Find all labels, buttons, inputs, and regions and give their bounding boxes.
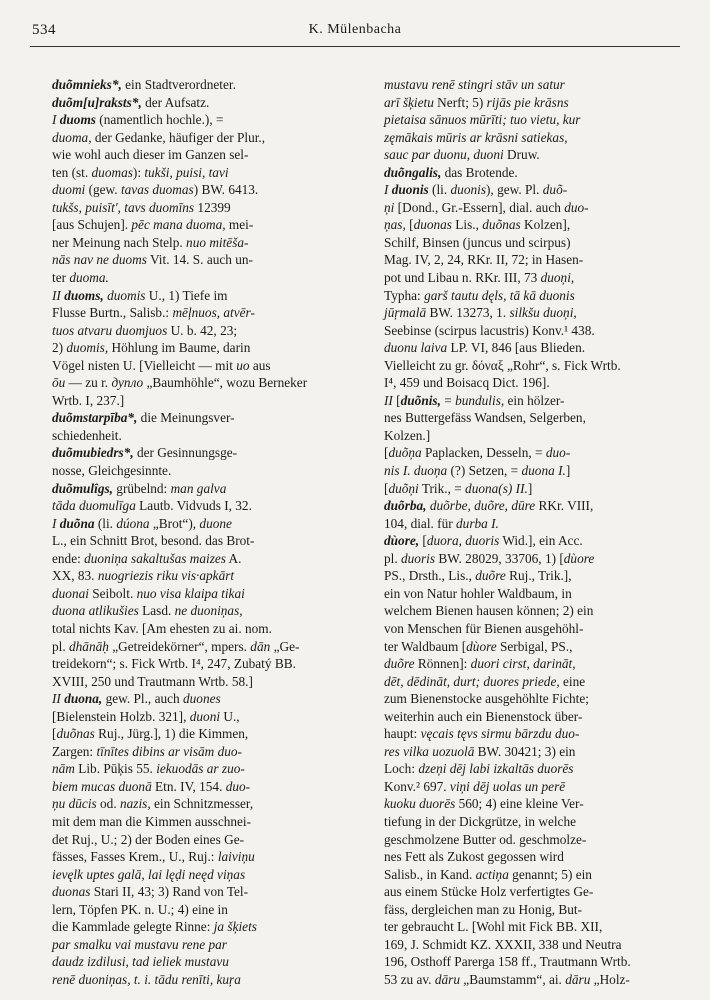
dictionary-entry: mustavu renē stingri stāv un satur arī šķietu Nerft; 5) rijās pie krāsns pietaisa sānuos mūrīti; tuo vietu, kur zęmākais mūris ar krāsni satiekas, sauc par duonu, duoni Druw. xyxy=(384,77,581,163)
dictionary-entry: duõmstarpība*, die Meinungsver- schiedenheit. xyxy=(52,410,235,443)
dictionary-entry: I duõna (li. dúona „Brot“), duone L., ein Schnitt Brot, besond. das Brot- ende: duoniņa sakaltušas maizes A. XX, 83. nuogriezis riku vis·apkārt duonai Seibolt. nuo visa klaipa tikai duona atlikušies Lasd. ne duoniņas, total nichts Kav. [Am ehesten zu ai. nom. pl. dhānāḥ „Getreidekörner“, mpers. dān „Ge- treidekorn“; s. Fick Wrtb. I⁴, 247, Zubatý BB. XVIII, 250 und Trautmann Wrtb. 58.] xyxy=(52,515,300,689)
running-head: K. Mülenbacha xyxy=(308,22,402,37)
dictionary-entry: duõmubiedrs*, der Gesinnungsge- nosse, Gleichgesinnte. xyxy=(52,445,238,479)
page-number: 534 xyxy=(32,22,56,38)
right-column xyxy=(368,76,684,988)
left-column xyxy=(36,76,352,988)
dictionary-entry: [duõņa Paplacken, Desseln, = duo- nis I. duoņa (?) Setzen, = duona I.] xyxy=(384,445,571,479)
dictionary-entry: II [duõnis, = bundulis, ein hölzer- nes Buttergefäss Wandsen, Selgerben, Kolzen.] xyxy=(384,392,586,443)
page-header xyxy=(30,20,680,44)
header-rule xyxy=(30,46,680,47)
dictionary-entry: II duoms, duomis U., 1) Tiefe im Flusse Burtn., Salisb.: mēļnuos, atvēr- tuos atvaru duomjuos U. b. 42, 23; 2) duomis, Höhlung im Baume, darin Vögel nisten U. [Vielleicht — mit uo aus ōu — zu r. дупло „Baumhöhle“, wozu Berneker Wrtb. I, 237.] xyxy=(52,287,308,408)
dictionary-entry: I duonis (li. duonis), gew. Pl. duõ- ņi [Dond., Gr.-Essern], dial. auch duo- ņas, [duonas Lis., duõnas Kolzen], Schilf, Binsen (juncus und scirpus) Mag. IV, 2, 24, RKr. II, 72; in Hasen- pot und Libau n. RKr. III, 73 duoņi, Typha: garš tautu dęls, tā kā duonis jūŗmalā BW. 13273, 1. silkšu duoņi, Seebinse (scirpus lacustris) Konv.¹ 438. duonu laiva LP. VI, 846 [aus Blieden. Vielleicht zu gr. δόναξ „Rohr“, s. Fick Wrtb. I⁴, 459 und Boisacq Dict. 196]. xyxy=(384,182,621,391)
dictionary-entry: duõngalis, das Brotende. xyxy=(384,164,518,180)
dictionary-entry: dùore, [duora, duoris Wid.], ein Acc. pl. duoris BW. 28029, 33706, 1) [dùore PS., Drsth., Lis., duõre Ruj., Trik.], ein von Natur hohler Waldbaum, in welchem Bienen hausen können; 2) ein von Menschen für Bienen ausgehöhl- ter Waldbaum [dùore Serbigal, PS., duõre Rönnen]: duori cirst, darināt, dēt, dēdināt, durt; duores priede, eine zum Bienenstocke ausgehöhlte Fichte; weiterhin auch ein Bienenstock über- haupt: vęcais tęvs sirmu bārzdu duo- res vilka uozuolā BW. 30421; 3) ein Loch: dzeņi dēj labi izkaltās duorēs Konv.² 697. viņi dēj uolas un perē kuoku duorēs 560; 4) eine kleine Ver- tiefung in der Dickgrütze, in welche geschmolzene Butter od. geschmolze- nes Fett als Zukost gegossen wird Salisb., in Kand. actiņa genannt; 5) ein aus einem Stücke Holz verfertigtes Ge- fäss, dergleichen man zu Honig, But- ter gebraucht L. [Wohl mit Fick BB. XII, 169, J. Schmidt KZ. XXXII, 338 und Neutra 196, Osthoff Parerga 158 ff., Trautmann Wrtb. 53 zu av. dāru „Baumstamm“, ai. dāru „Holz- xyxy=(384,533,631,987)
dictionary-entry: II duona, gew. Pl., auch duones [Bielenstein Holzb. 321], duoni U., [duõnas Ruj., Jürg.], 1) die Kimmen, Zargen: tīnītes dibins ar visām duo- nām Lib. Pūķis 55. iekuodās ar zuo- biem mucas duonā Etn. IV, 154. duo- ņu dūcis od. nazis, ein Schnitzmesser, mit dem man die Kimmen ausschnei- det Ruj., U.; 2) der Boden eines Ge- fässes, Fasses Krem., U., Ruj.: laiviņu ievęlk uptes galā, lai lęḍi neęd viņas duonas Stari II, 43; 3) Rand von Tel- lern, Töpfen PK. n. U.; 4) eine in die Kammlade gelegte Rinne: ja šķiets par smalku vai mustavu rene par daudz izdilusi, tad ieliek mustavu renē duoniņas, t. i. tādu renīti, kuŗa xyxy=(52,691,257,987)
dictionary-entry: duõmulîgs, grübelnd: man galva tāda duomulīga Lautb. Vidvuds I, 32. xyxy=(52,480,252,514)
dictionary-entry: [duõņi Trik., = duona(s) II.] xyxy=(384,480,533,496)
dictionary-entry: duõmnieks*, ein Stadtverordneter. duõm[u]raksts*, der Aufsatz. I duoms (namentlich hochle.), = duoma, der Gedanke, häufiger der Plur., wie wohl auch dieser im Ganzen sel- ten (st. duomas): tukši, puisi, tavi duomi (gew. tavas duomas) BW. 6413. tukšs, puisīt', tavs duomīns 12399 [aus Schujen]. pēc mana duoma, mei- ner Meinung nach Stelp. nuo mitēša- nās nav ne duoms Vit. 14. S. auch un- ter duoma. xyxy=(52,77,266,286)
dictionary-entry: duõrba, duõrbe, duõre, dūre RKr. VIII, 104, dial. für durba I. xyxy=(384,498,594,531)
